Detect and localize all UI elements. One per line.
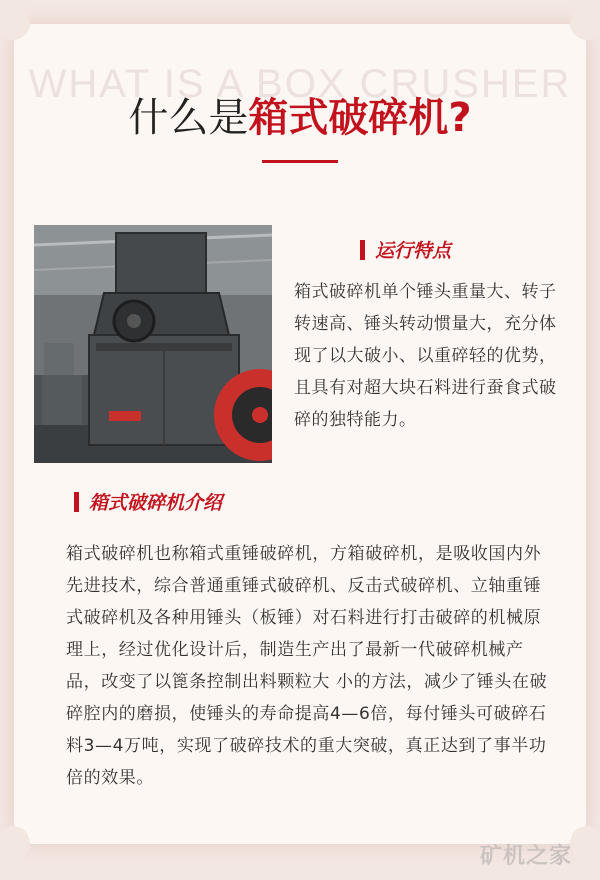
intro-heading-label: 箱式破碎机介绍 [89, 492, 223, 514]
heading-marker [74, 492, 79, 512]
intro-paragraph: 箱式破碎机也称箱式重锤破碎机，方箱破碎机，是吸收国内外先进技术，综合普通重锤式破碎机、反击式破碎机、立轴重锤式破碎机及各种用锤头（板锤）对石料进行打击破碎的机械原理上，经过优化设计后，制造生产出了最新一代破碎机械产品，改变了以篦条控制出料颗粒大 小的方法，减少了锤头在破碎腔内的磨损，使锤头的寿命提高4—6倍，每付锤头可破碎石料3—4万吨，实现了破碎技术的重大突破，真正达到了事半功倍的效果。 [66, 544, 548, 788]
corner-notch-top-right [570, 6, 600, 40]
heading-marker [360, 240, 365, 260]
brand-watermark: 矿机之家 [479, 844, 572, 869]
features-heading [360, 236, 451, 263]
corner-notch-bottom-left [0, 826, 30, 860]
crusher-machine-illustration [34, 225, 272, 463]
page-title [0, 86, 600, 143]
intro-heading [74, 488, 222, 515]
title-underline [262, 160, 338, 163]
features-heading-label: 运行特点 [375, 240, 452, 262]
features-paragraph: 箱式破碎机单个锤头重量大、转子转速高、锤头转动惯量大，充分体现了以大破小、以重碎轻的优势，且具有对超大块石料进行蚕食式破碎的独特能力。 [294, 282, 557, 430]
title-prefix: 什么是 [128, 95, 249, 141]
title-watermark: WHAT IS A BOX CRUSHER [28, 62, 572, 106]
corner-notch-bottom-right [570, 826, 600, 860]
title-highlight: 箱式破碎机? [248, 95, 472, 141]
crusher-photo [34, 225, 272, 463]
